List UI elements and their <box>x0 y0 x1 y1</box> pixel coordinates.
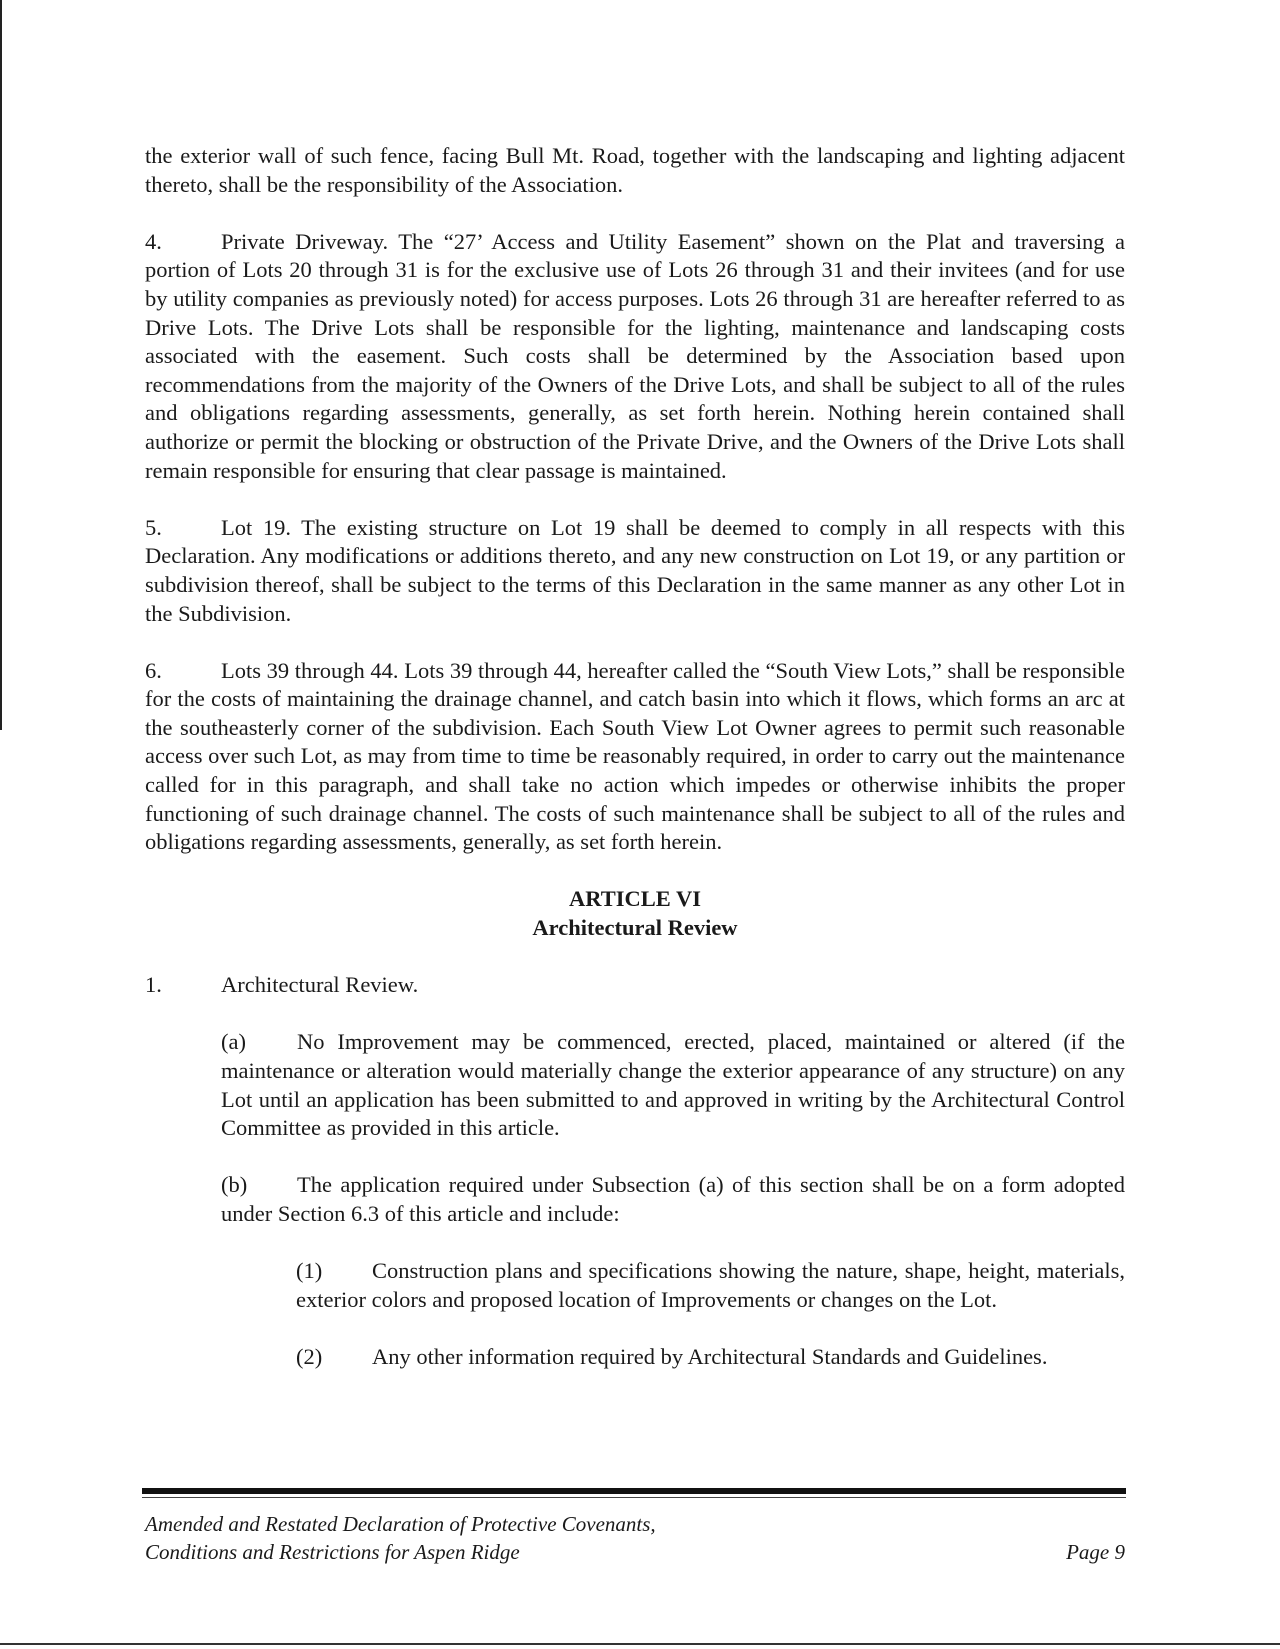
section-5-paragraph <box>145 514 1125 628</box>
page-footer <box>145 1510 1125 1566</box>
subsection-b-text: The application required under Subsection (a) of this section shall be on a form adopted under Section 6.3 of this article and include: <box>221 1172 1125 1226</box>
item-2-label: (2) <box>296 1343 323 1369</box>
section-number: 6. <box>145 657 162 683</box>
item-1-paragraph <box>145 1257 1125 1314</box>
review-title: Architectural Review. <box>221 972 419 998</box>
section-number: 4. <box>145 228 162 254</box>
item-2-text: Any other information required by Architectural Standards and Guidelines. <box>372 1343 1048 1369</box>
section-6-paragraph <box>145 657 1125 857</box>
footer-title-line-2: Conditions and Restrictions for Aspen Ridge <box>145 1540 520 1564</box>
subsection-b-label: (b) <box>221 1172 248 1198</box>
section-body: Private Driveway. The “27’ Access and Utility Easement” shown on the Plat and traversing a portion of Lots 20 through 31 is for the exclusive use of Lots 26 through 31 and their invitees (and for use by utility companies as previously noted) for access purposes. Lots 26 through 31 are hereafter referred to as Drive Lots. The Drive Lots shall be responsible for the lighting, maintenance and landscaping costs associated with the easement. Such costs shall be determined by the Association based upon recommendations from the majority of the Owners of the Drive Lots, and shall be subject to all of the rules and obligations regarding assessments, generally, as set forth herein. Nothing herein contained shall authorize or permit the blocking or obstruction of the Private Drive, and the Owners of the Drive Lots shall remain responsible for ensuring that clear passage is maintained. <box>145 228 1125 483</box>
review-number: 1. <box>145 972 162 998</box>
subsection-b-paragraph <box>145 1171 1125 1228</box>
footer-title-line-1: Amended and Restated Declaration of Protective Covenants, <box>145 1512 656 1536</box>
continuation-paragraph: the exterior wall of such fence, facing Bull Mt. Road, together with the landscaping and lighting adjacent thereto, shall be the responsibility of the Association. <box>145 143 1125 197</box>
article-subheading: Architectural Review <box>532 915 738 941</box>
review-title-paragraph <box>145 971 1125 1000</box>
article-heading: ARTICLE VI <box>569 886 701 912</box>
footer-rule-thin <box>142 1497 1126 1498</box>
subsection-a-label: (a) <box>221 1029 246 1055</box>
scan-edge-left <box>0 0 2 730</box>
section-4-paragraph <box>145 228 1125 485</box>
scan-edge-bottom <box>0 1643 1280 1645</box>
page-number: Page 9 <box>1066 1540 1125 1564</box>
subsection-a-text: No Improvement may be commenced, erected, placed, maintained or altered (if the maintenance or alteration would materially change the exterior appearance of any structure) on any Lot until an application has been submitted to and approved in writing by the Architectural Control Committee as provided in this article. <box>221 1029 1125 1141</box>
subsection-a-paragraph <box>145 1028 1125 1142</box>
footer-rule <box>142 1488 1126 1494</box>
article-heading-block <box>145 885 1125 942</box>
item-2-paragraph <box>145 1343 1125 1372</box>
section-body: Lots 39 through 44. Lots 39 through 44, hereafter called the “South View Lots,” shall be responsible for the costs of maintaining the drainage channel, and catch basin into which it flows, which forms an arc at the southeasterly corner of the subdivision. Each South View Lot Owner agrees to permit such reasonable access over such Lot, as may from time to time be reasonably required, in order to carry out the maintenance called for in this paragraph, and shall take no action which impedes or otherwise inhibits the proper functioning of such drainage channel. The costs of such maintenance shall be subject to all of the rules and obligations regarding assessments, generally, as set forth herein. <box>145 657 1125 855</box>
document-page <box>145 142 1125 1372</box>
section-body: Lot 19. The existing structure on Lot 19 shall be deemed to comply in all respects with this Declaration. Any modifications or additions thereto, and any new construction on Lot 19, or any partition or subdivision thereof, shall be subject to the terms of this Declaration in the same manner as any other Lot in the Subdivision. <box>145 514 1125 626</box>
item-1-label: (1) <box>296 1258 323 1284</box>
item-1-text: Construction plans and specifications showing the nature, shape, height, materials, exterior colors and proposed location of Improvements or changes on the Lot. <box>296 1258 1125 1312</box>
section-number: 5. <box>145 514 162 540</box>
